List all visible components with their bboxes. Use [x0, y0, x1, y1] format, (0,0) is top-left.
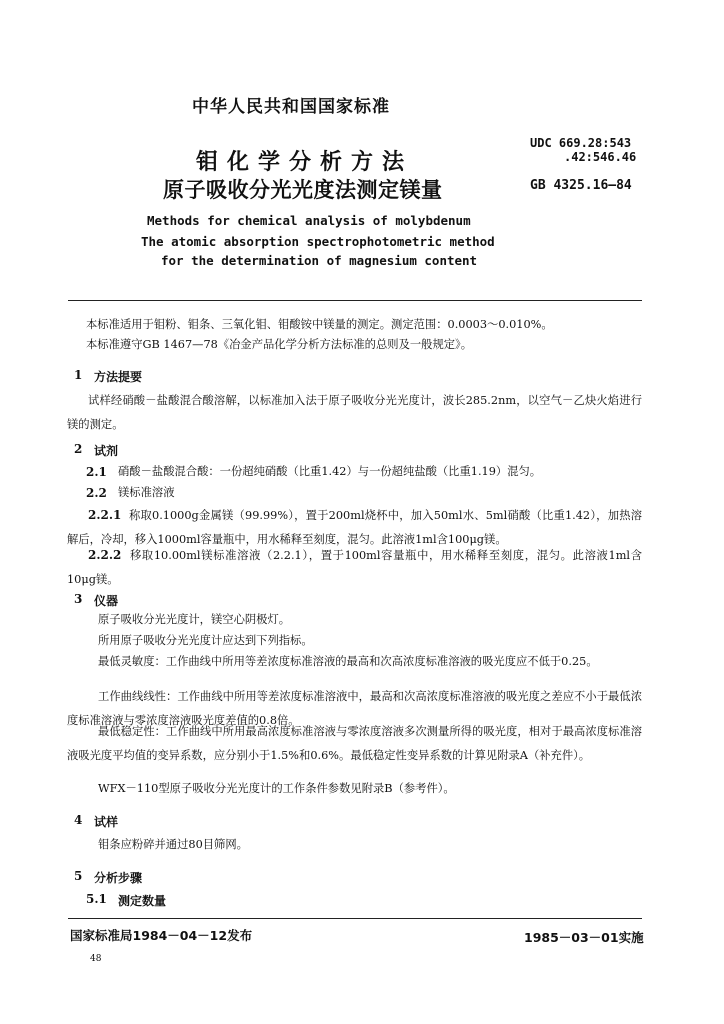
section-5-title: 分析步骤 — [94, 871, 143, 885]
udc-code-line2: .42:546.46 — [564, 150, 637, 164]
section-1-text: 试样经硝酸－盐酸混合酸溶解，以标准加入法于原子吸收分光光度计，波长285.2nm，以空气－乙炔火焰进行镁的测定。 — [67, 394, 642, 431]
footer-divider — [68, 918, 642, 919]
clause-2-2-2-number: 2.2.2 — [88, 548, 122, 562]
clause-2-2-number: 2.2 — [86, 486, 107, 500]
section-3-number: 3 — [74, 592, 83, 606]
clause-5-1-number: 5.1 — [86, 892, 107, 906]
english-title-line2: The atomic absorption spectrophotometric method — [141, 234, 495, 249]
curve-linearity-paragraph: 工作曲线线性：工作曲线中所用等差浓度标准溶液中，最高和次高浓度标准溶液的吸光度之差应不小于最低浓度标准溶液与零浓度溶液吸光度差值的0.8倍。 — [67, 690, 642, 727]
clause-2-2-1-number: 2.2.1 — [88, 508, 122, 522]
section-3-title: 仪器 — [94, 594, 119, 608]
clause-2-2-1-text: 称取0.1000g金属镁（99.99%），置于200ml烧杯中，加入50ml水、5ml硝酸（比重1.42），加热溶解后，冷却，移入1000ml容量瓶中，用水稀释至刻度，混匀。此溶液1ml含100μg镁。 — [67, 509, 642, 546]
clause-2-2-2 — [67, 543, 642, 592]
section-2-number: 2 — [74, 442, 83, 456]
min-sensitivity-paragraph: 最低灵敏度：工作曲线中所用等差浓度标准溶液的最高和次高浓度标准溶液的吸光度应不低于0.25。 — [98, 655, 598, 668]
gb-standard-number: GB 4325.16—84 — [530, 178, 632, 193]
issuing-country-heading: 中华人民共和国国家标准 — [192, 97, 390, 117]
section-4-number: 4 — [74, 813, 83, 827]
instrument-line: 原子吸收分光光度计，镁空心阴极灯。 — [98, 613, 291, 626]
scope-paragraph: 本标准适用于钼粉、钼条、三氧化钼、钼酸铵中镁量的测定。测定范围：0.0003～0.010%。 — [86, 318, 553, 331]
clause-5-1-title: 测定数量 — [118, 894, 167, 908]
page-number: 48 — [90, 954, 102, 964]
section-1-title: 方法提要 — [94, 370, 143, 384]
compliance-paragraph: 本标准遵守GB 1467—78《冶金产品化学分析方法标准的总则及一般规定》。 — [86, 338, 473, 351]
issue-date: 国家标准局1984－04－12发布 — [70, 928, 253, 943]
english-title-line3: for the determination of magnesium content — [161, 253, 478, 268]
clause-2-1-text: 硝酸－盐酸混合酸：一份超纯硝酸（比重1.42）与一份超纯盐酸（比重1.19）混匀。 — [118, 465, 542, 478]
header-divider — [68, 300, 642, 301]
wfx-parameters-line: WFX－110型原子吸收分光光度计的工作条件参数见附录B（参考件）。 — [98, 782, 455, 795]
clause-2-2-2-text: 移取10.00ml镁标准溶液（2.2.1），置于100ml容量瓶中，用水稀释至刻度，混匀。此溶液1ml含10μg镁。 — [67, 549, 642, 586]
section-4-text: 钼条应粉碎并通过80目筛网。 — [98, 838, 248, 851]
section-5-number: 5 — [74, 869, 83, 883]
clause-2-2-title: 镁标准溶液 — [118, 486, 175, 499]
effective-date: 1985－03－01实施 — [524, 930, 644, 945]
udc-code-line1: UDC 669.28:543 — [530, 136, 632, 150]
clause-2-1-number: 2.1 — [86, 465, 107, 479]
document-subtitle: 原子吸收分光光度法测定镁量 — [163, 177, 443, 202]
min-stability-paragraph: 最低稳定性：工作曲线中所用最高浓度标准溶液与零浓度溶液多次测量所得的吸光度，相对于最高浓度标准溶液吸光度平均值的变异系数，应分别小于1.5%和0.6%。最低稳定性变异系数的计算见附录A（补充件）。 — [67, 725, 642, 762]
instrument-requirements-intro: 所用原子吸收分光光度计应达到下列指标。 — [98, 634, 313, 647]
document-title: 钼化学分析方法 — [196, 149, 414, 175]
section-1-number: 1 — [74, 368, 83, 382]
english-title-line1: Methods for chemical analysis of molybdenum — [147, 213, 471, 228]
section-2-title: 试剂 — [94, 444, 119, 458]
section-4-title: 试样 — [94, 815, 119, 829]
